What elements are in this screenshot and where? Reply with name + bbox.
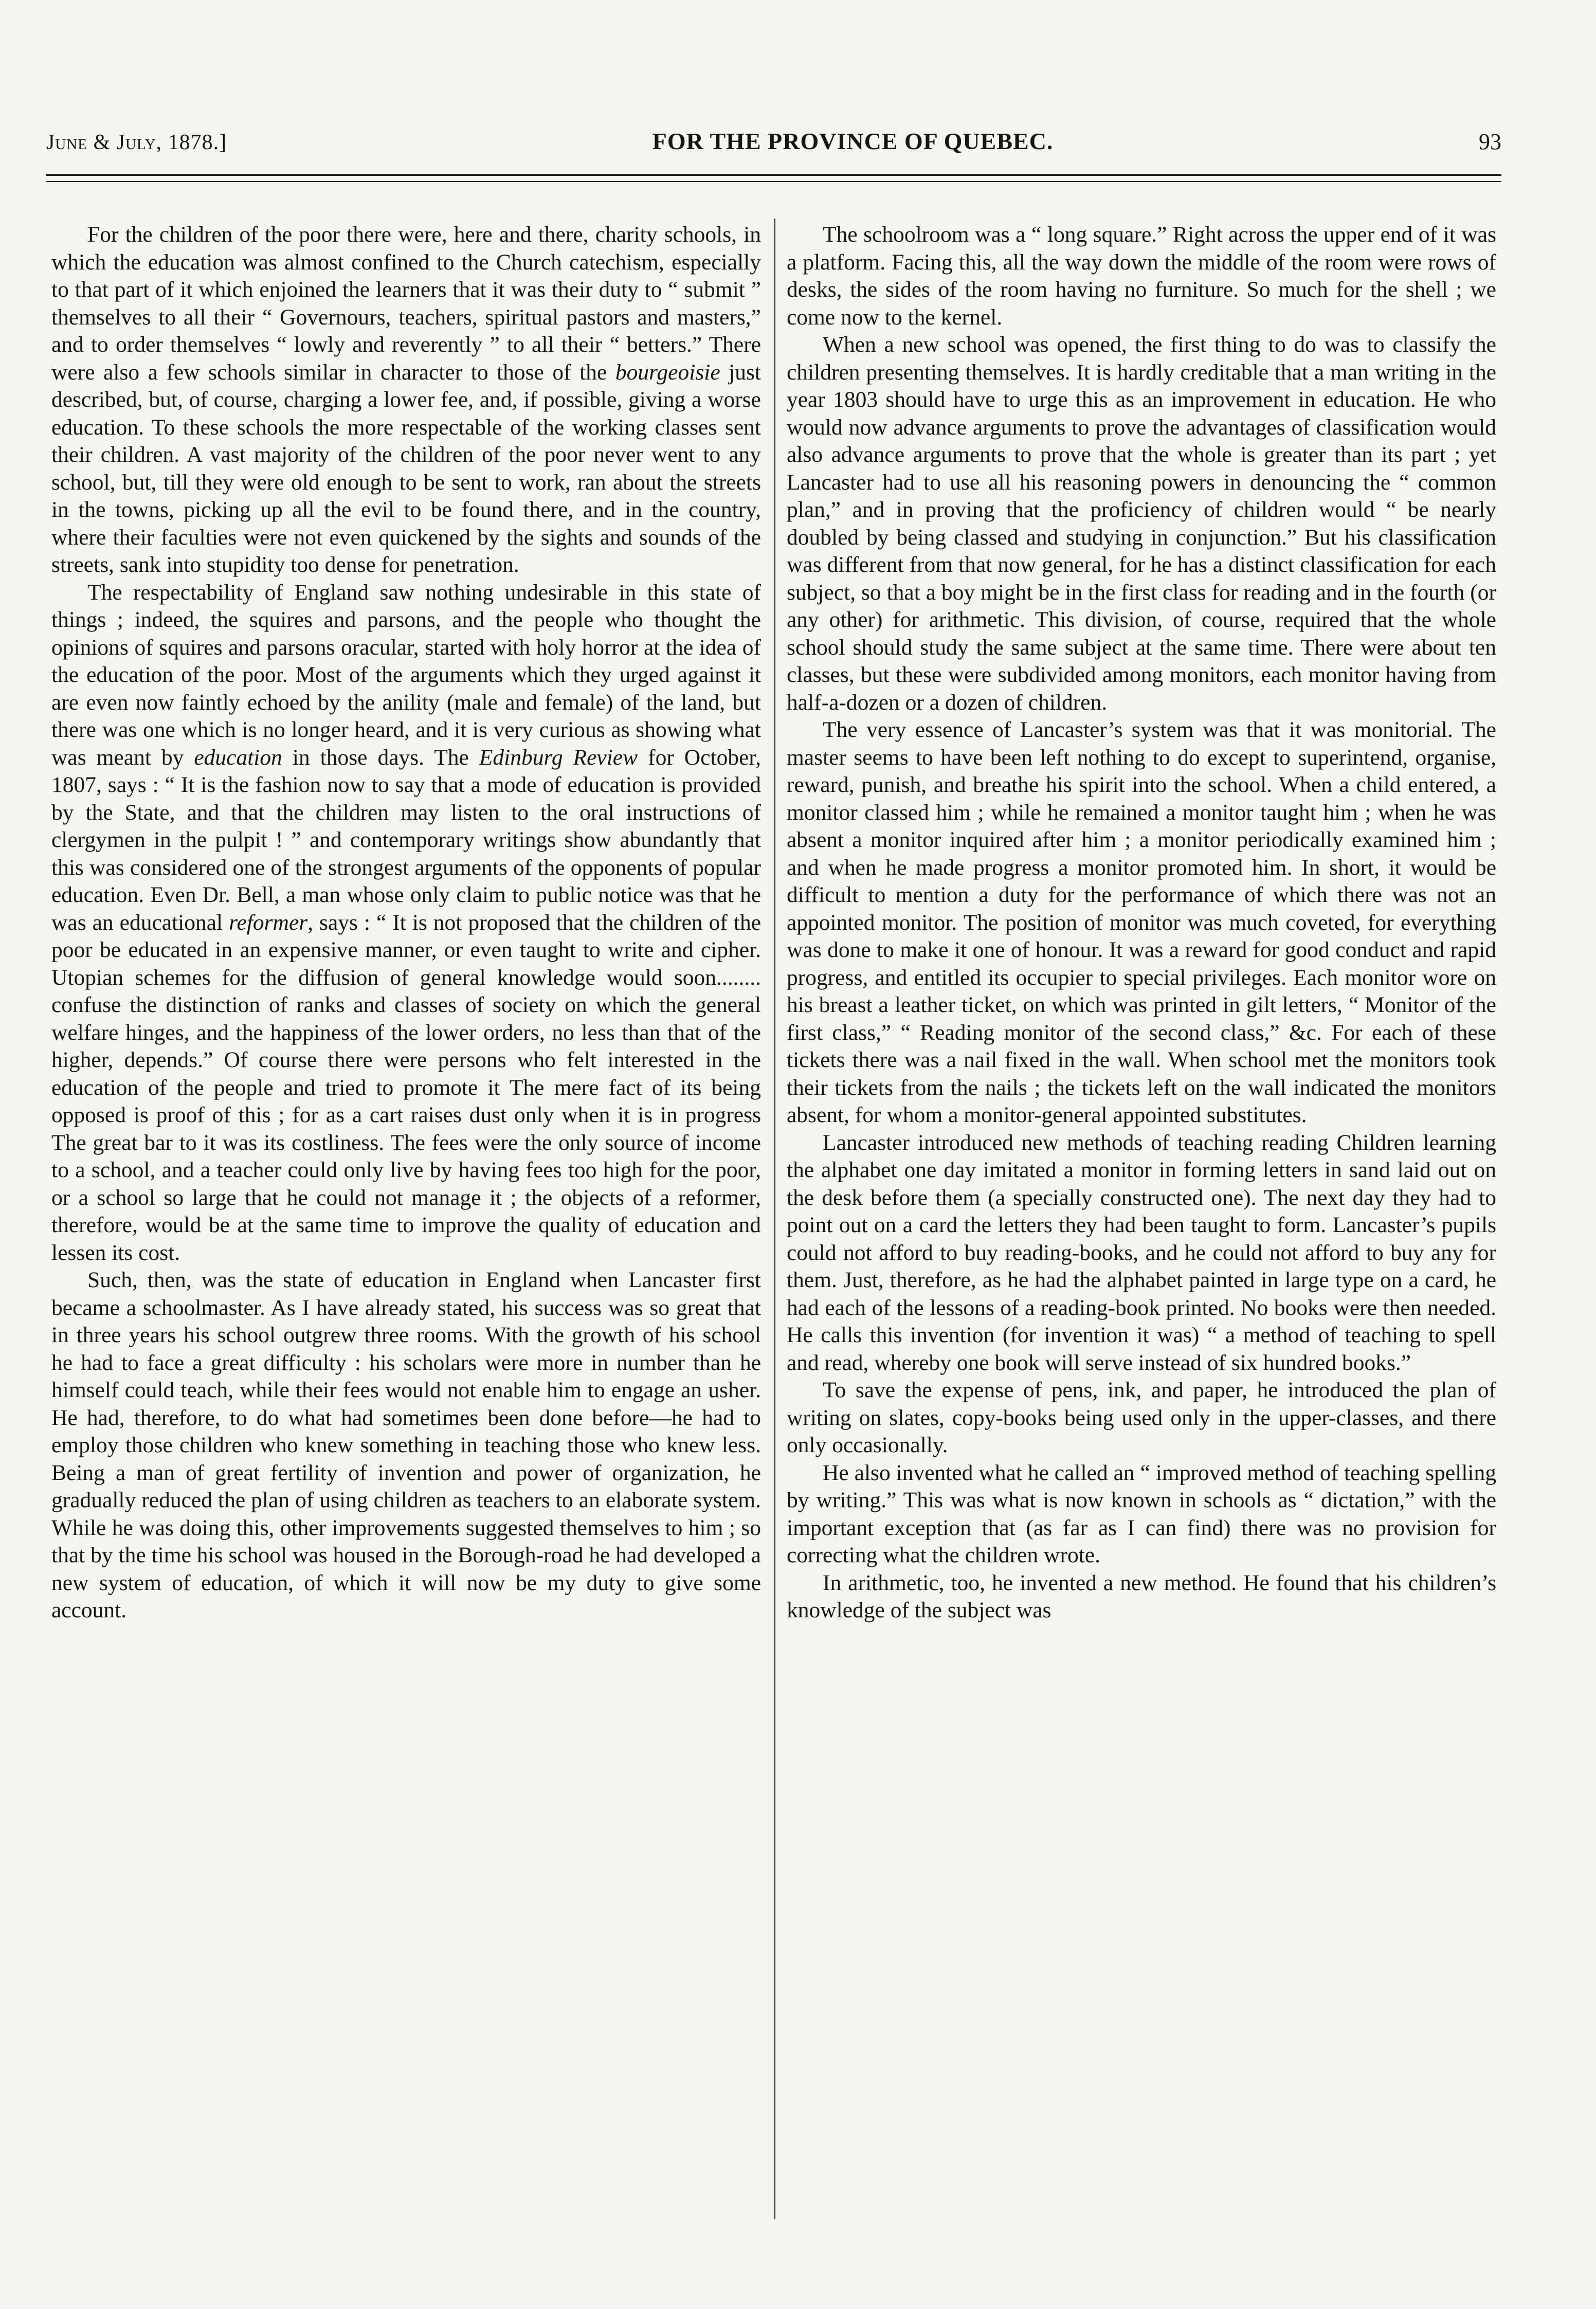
journal-title: FOR THE PROVINCE OF QUEBEC. (652, 128, 1054, 154)
paragraph: To save the expense of pens, ink, and paper, he introduced the plan of writing on slates, copy-books being used only in the upper-classes, and there only occasionally. (787, 1378, 1496, 1457)
paragraph: When a new school was opened, the first thing to do was to classify the children presenting themselves. It is hardly creditable that a man writing in the year 1803 should have to urge this as an improvement in education. He who would now advance arguments to prove the advantages of classification would also advance arguments to prove that the whole is greater than its part ; yet Lancaster had to use all his reasoning powers in denouncing the “ common plan,” and in proving that the proficiency of children would “ be nearly doubled by being classed and studying in conjunction.” But his classification was different from that now general, for he has a distinct classification for each subject, so that a boy might be in the first class for reading and in the fourth (or any other) for arithmetic. This division, of course, required that the whole school should study the same subject at the same time. There were about ten classes, but these were subdivided among monitors, each monitor having from half-a-dozen or a dozen of children. (787, 332, 1496, 715)
header-rule-thin (46, 181, 1501, 182)
paragraph: For the children of the poor there were, here and there, charity schools, in which the education was almost confined to the Church catechism, especially to that part of it which enjoined the learners that it was their duty to “ submit ” themselves to all their “ Governours, teachers, spiritual pastors and masters,” and to order themselves “ lowly and reverently ” to all their “ betters.” There were also a few schools similar in character to those of the bourgeoisie just described, but, of course, charging a lower fee, and, if possible, giving a worse education. To these schools the more respectable of the working classes sent their children. A vast majority of the children of the poor never went to any school, but, till they were old enough to be sent to work, ran about the streets in the towns, picking up all the evil to be found there, and in the country, where their faculties were not even quickened by the sights and sounds of the streets, sank into stupidity too dense for penetration. (51, 222, 761, 577)
issue-date: June & July, 1878.] (46, 131, 227, 154)
right-column (787, 221, 1496, 2258)
running-header (46, 128, 1501, 164)
paragraph: The respectability of England saw nothing undesirable in this state of things ; indeed, the squires and parsons, and the people who thought the opinions of squires and parsons oracular, started with holy horror at the idea of the education of the poor. Most of the arguments which they urged against it are even now faintly echoed by the anility (male and female) of the land, but there was one which is no longer heard, and it is very curious as showing what was meant by education in those days. The Edinburg Review for October, 1807, says : “ It is the fashion now to say that a mode of education is provided by the State, and that the children may listen to the oral instructions of clergymen in the pulpit ! ” and contemporary writings show abundantly that this was considered one of the strongest arguments of the opponents of popular education. Even Dr. Bell, a man whose only claim to public notice was that he was an educational reformer, says : “ It is not proposed that the children of the poor be educated in an expensive manner, or even taught to write and cipher. Utopian schemes for the diffusion of general knowledge would soon........ confuse the distinction of ranks and classes of society on which the general welfare hinges, and the happiness of the lower orders, no less than that of the higher, depends.” Of course there were persons who felt interested in the education of the people and tried to promote it The mere fact of its being opposed is proof of this ; for as a cart raises dust only when it is in progress The great bar to it was its costliness. The fees were the only source of income to a school, and a teacher could only live by having fees too high for the poor, or a school so large that he could not manage it ; the objects of a reformer, therefore, would be at the same time to improve the quality of education and lessen its cost. (51, 580, 761, 1265)
paragraph: He also invented what he called an “ improved method of teaching spelling by writing.” This was what is now known in schools as “ dictation,” with the important exception that (as far as I can find) there was no provision for correcting what the children wrote. (787, 1460, 1496, 1567)
paragraph: In arithmetic, too, he invented a new method. He found that his children’s knowledge of the subject was (787, 1570, 1496, 1622)
paragraph: The schoolroom was a “ long square.” Right across the upper end of it was a platform. Facing this, all the way down the middle of the room were rows of desks, the sides of the room having no furniture. So much for the shell ; we come now to the kernel. (787, 222, 1496, 330)
page-number: 93 (1478, 129, 1501, 154)
header-rule (46, 174, 1501, 176)
paragraph: The very essence of Lancaster’s system was that it was monitorial. The master seems to have been left nothing to do except to superintend, organise, reward, punish, and breathe his spirit into the school. When a child entered, a monitor classed him ; while he remained a monitor taught him ; when he was absent a monitor inquired after him ; a monitor periodically examined him ; and when he made progress a monitor promoted him. In short, it would be difficult to mention a duty for the performance of which there was not an appointed monitor. The position of monitor was much coveted, for everything was done to make it one of honour. It was a reward for good conduct and rapid progress, and entitled its occupier to special privileges. Each monitor wore on his breast a leather ticket, on which was printed in gilt letters, “ Monitor of the first class,” “ Reading monitor of the second class,” &c. For each of these tickets there was a nail fixed in the wall. When school met the monitors took their tickets from the nails ; the tickets left on the wall indicated the monitors absent, for whom a monitor-general appointed substitutes. (787, 717, 1496, 1127)
left-column (51, 221, 761, 2258)
paragraph: Such, then, was the state of education in England when Lancaster first became a schoolmaster. As I have already stated, his success was so great that in three years his school outgrew three rooms. With the growth of his school he had to face a great difficulty : his scholars were more in number than he himself could teach, while their fees would not enable him to engage an usher. He had, therefore, to do what had sometimes been done before—he had to employ those children who knew something in teaching those who knew less. Being a man of great fertility of invention and power of organization, he gradually reduced the plan of using children as teachers to an elaborate system. While he was doing this, other improvements suggested themselves to him ; so that by the time his school was housed in the Borough-road he had developed a new system of education, of which it will now be my duty to give some account. (51, 1268, 761, 1622)
paragraph: Lancaster introduced new methods of teaching reading Children learning the alphabet one day imitated a monitor in forming letters in sand laid out on the desk before them (a specially constructed one). The next day they had to point out on a card the letters they had been taught to form. Lancaster’s pupils could not afford to buy reading-books, and he could not afford to buy any for them. Just, therefore, as he had the alphabet painted in large type on a card, he had each of the lessons of a reading-book printed. No books were then needed. He calls this invention (for invention it was) “ a method of teaching to spell and read, whereby one book will serve instead of six hundred books.” (787, 1130, 1496, 1375)
column-divider (774, 219, 775, 2219)
